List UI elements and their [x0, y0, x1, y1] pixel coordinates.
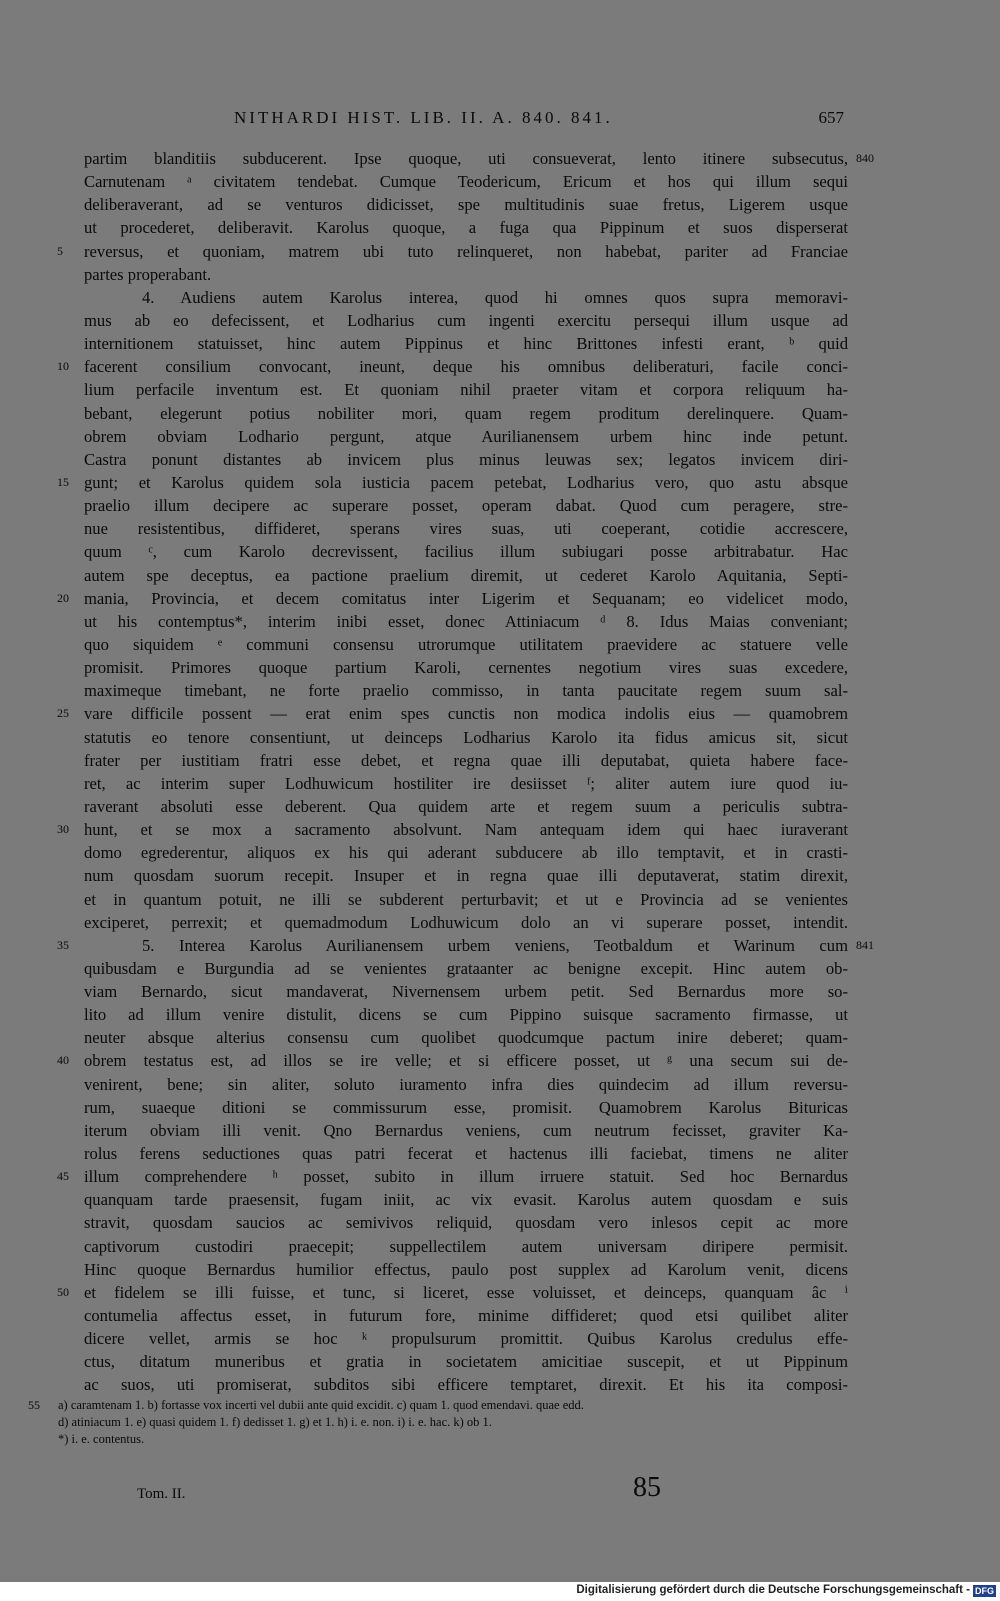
line-text: frater per iustitiam fratri esse debet, et regna quae illi deputabat, quieta habere face- — [84, 750, 848, 770]
line-text: et fidelem se illi fuisse, et tunc, si liceret, esse voluisset, et deinceps, quanquam âc ⁱ — [84, 1282, 848, 1302]
line-text: promisit. Primores quoque partium Karoli, cernentes negotium vires suas excedere, — [84, 658, 848, 678]
line-text: facerent consilium convocant, ineunt, deque his omnibus deliberaturi, facile conci- — [84, 357, 848, 377]
line-text: vare difficile possent — erat enim spes cunctis non modica indolis eius — quamobrem — [84, 704, 848, 724]
line-text: deliberaverant, ad se venturos didicisset, spe multitudinis suae fretus, Ligerem usque — [84, 195, 848, 215]
line-text: rolus ferens seductiones quas patri fecerat et hactenus illi faciebat, timens ne aliter — [84, 1144, 848, 1164]
text-line — [84, 147, 874, 170]
text-line — [84, 1188, 848, 1211]
line-number: 5 — [57, 243, 63, 258]
text-line — [84, 1119, 848, 1142]
line-text: exciperet, perrexit; et quemadmodum Lodhuwicum dolo an vi superare posset, intendit. — [84, 912, 848, 932]
running-title: NITHARDI HIST. LIB. II. A. 840. 841. — [234, 108, 613, 127]
volume-label: Tom. II. — [137, 1486, 186, 1502]
line-text: num quosdam suorum recepit. Insuper et in regna quae illi deputaverat, statim direxit, — [84, 866, 848, 886]
text-line — [57, 355, 848, 378]
text-line — [84, 864, 848, 887]
signature-number: 85 — [633, 1472, 661, 1503]
line-number: 40 — [57, 1053, 69, 1068]
text-line — [57, 818, 848, 841]
line-number: 45 — [57, 1169, 69, 1184]
line-number: 25 — [57, 706, 69, 721]
line-text: quo siquidem ᵉ communi consensu utrorumque utilitatem praevidere ac statuere velle — [84, 634, 848, 654]
text-line — [84, 1211, 848, 1234]
text-line — [84, 540, 848, 563]
text-line — [84, 402, 848, 425]
line-number: 10 — [57, 359, 69, 374]
line-text: dicere vellet, armis se hoc ᵏ propulsurum promittit. Quibus Karolus credulus effe- — [84, 1329, 848, 1349]
text-line — [84, 1096, 848, 1119]
text-line — [84, 1258, 848, 1281]
text-line — [84, 679, 848, 702]
line-number: 55 — [28, 1398, 40, 1412]
line-text: Hinc quoque Bernardus humilior effectus, paulo post supplex ad Karolum venit, dicens — [84, 1259, 848, 1279]
line-text: ut procederet, deliberavit. Karolus quoque, a fuga qua Pippinum et suos disperserat — [84, 218, 848, 238]
text-line — [84, 795, 848, 818]
line-text: quanquam tarde praesensit, fugam iniit, ac vix evasit. Karolus autem quosdam e suis — [84, 1190, 848, 1210]
line-text: statutis eo tenore consentiunt, ut deinceps Lodharius Karolo ita fidus amicus sit, sicut — [84, 727, 848, 747]
line-text: stravit, quosdam saucios ac semivivos reliquid, quosdam vero inlesos cepit ac more — [84, 1213, 848, 1233]
line-text: gunt; et Karolus quidem sola iusticia pacem petebat, Lodharius vero, quo astu absque — [84, 472, 848, 492]
line-text: quibusdam e Burgundia ad se venientes grataanter ac benigne excepit. Hinc autem ob- — [84, 958, 848, 978]
line-text: 5. Interea Karolus Aurilianensem urbem veniens, Teotbaldum et Warinum cum — [142, 935, 848, 955]
line-text: ac suos, uti promiserat, subditos sibi efficere temptaret, direxit. Et his ita composi- — [84, 1375, 848, 1395]
line-text: domo egrederentur, aliquos ex his qui aderant subducere ab illo temptavit, et in crasti- — [84, 843, 848, 863]
text-line — [84, 656, 848, 679]
footnote-text: *) i. e. contentus. — [58, 1432, 145, 1446]
footnote-line — [28, 1397, 848, 1413]
line-text: venirent, bene; sin aliter, soluto iuramento infra dies quindecim ad illum reversu- — [84, 1074, 848, 1094]
line-text: lito ad illum venire distulit, dicens se cum Pippino suisque sacramento firmasse, ut — [84, 1005, 848, 1025]
text-line — [57, 240, 848, 263]
line-number: 50 — [57, 1284, 69, 1299]
text-line — [57, 1049, 848, 1072]
text-line — [84, 1235, 848, 1258]
line-text: quum ᶜ, cum Karolo decrevissent, facilius illum subiugari posse arbitrabatur. Hac — [84, 542, 848, 562]
text-line — [57, 1165, 848, 1188]
text-line — [84, 888, 848, 911]
text-line — [84, 564, 848, 587]
text-line — [84, 263, 848, 286]
line-text: partim blanditiis subducerent. Ipse quoque, uti consueverat, lento itinere subsecutus, — [84, 149, 848, 168]
text-line — [84, 494, 848, 517]
line-text: obrem testatus est, ad illos se ire velle; et si efficere posset, ut ᵍ una secum sui de- — [84, 1051, 848, 1071]
text-line — [84, 633, 848, 656]
text-line — [84, 378, 848, 401]
funding-text: Digitalisierung gefördert durch die Deutsche Forschungsgemeinschaft - — [576, 1584, 970, 1596]
line-text: Castra ponunt distantes ab invicem plus minus leuwas sex; legatos invicem diri- — [84, 449, 848, 469]
main-text — [57, 147, 874, 1397]
line-text: lium perfacile inventum est. Et quoniam nihil praeter vitam et corpora reliquum ha- — [84, 380, 848, 400]
line-text: nue resistentibus, diffideret, sperans vires suas, uti coeperant, cotidie accrescere, — [84, 519, 848, 539]
margin-year: 840 — [856, 151, 874, 165]
text-line — [84, 216, 848, 239]
text-line — [84, 841, 848, 864]
text-line — [84, 1373, 848, 1396]
line-text: internitionem statuisset, hinc autem Pippinus et hinc Brittones infesti erant, ᵇ quid — [84, 334, 848, 354]
margin-year: 841 — [856, 937, 874, 952]
text-line — [84, 332, 848, 355]
text-line — [84, 957, 848, 980]
text-line — [84, 911, 848, 934]
text-line — [84, 980, 848, 1003]
line-text: ut his contemptus*, interim inibi esset, donec Attiniacum ᵈ 8. Idus Maias conveniant; — [84, 611, 848, 631]
line-text: obrem obviam Lodhario pergunt, atque Aurilianensem urbem hinc inde petunt. — [84, 426, 848, 446]
text-line — [84, 1327, 848, 1350]
footnote-line — [58, 1414, 848, 1430]
line-text: maximeque timebant, ne forte praelio commisso, in tanta paucitate regem suum sal- — [84, 681, 848, 701]
text-line — [84, 193, 848, 216]
line-number: 30 — [57, 822, 69, 837]
line-text: mania, Provincia, et decem comitatus inter Ligerim et Sequanam; eo videlicet modo, — [84, 588, 848, 608]
text-line — [57, 471, 848, 494]
line-text: mus ab eo defecissent, et Lodharius cum ingenti exercitu persequi illum usque ad — [84, 310, 848, 330]
text-line — [84, 772, 848, 795]
text-line — [84, 425, 848, 448]
line-text: bebant, elegerunt potius nobiliter mori, quam regem proditum derelinquere. Quam- — [84, 403, 848, 423]
text-line — [84, 1142, 848, 1165]
line-text: illum comprehendere ʰ posset, subito in illum irruere statuit. Sed hoc Bernardus — [84, 1167, 848, 1187]
text-line — [84, 170, 848, 193]
footnote-text: d) atiniacum 1. e) quasi quidem 1. f) dedisset 1. g) et 1. h) i. e. non. i) i. e. hac. k) ob 1. — [58, 1415, 492, 1429]
footnote-line — [58, 1431, 848, 1447]
text-line — [84, 309, 848, 332]
text-line — [84, 749, 848, 772]
line-text: Carnutenam ᵃ civitatem tendebat. Cumque Teodericum, Ericum et hos qui illum sequi — [84, 172, 848, 192]
text-line — [84, 1073, 848, 1096]
dfg-logo: DFG — [975, 1586, 994, 1596]
line-number: 20 — [57, 590, 69, 605]
text-line — [84, 1350, 848, 1373]
text-line — [84, 448, 848, 471]
line-text: captivorum custodiri praecepit; suppellectilem autem universam diripere permisit. — [84, 1236, 848, 1256]
page-number: 657 — [818, 108, 844, 127]
line-text: partes properabant. — [84, 264, 212, 284]
line-text: contumelia affectus esset, in futurum fore, minime diffideret; quod etsi quilibet aliter — [84, 1306, 848, 1326]
line-text: neuter absque alterius consensu cum quolibet quodcumque pactum inire deberet; quam- — [84, 1028, 848, 1048]
line-text: praelio illum decipere ac superare posset, operam dabat. Quod cum peragere, stre- — [84, 496, 848, 516]
funding-banner — [0, 1582, 1000, 1601]
text-line — [57, 1281, 848, 1304]
text-line — [84, 517, 848, 540]
text-line — [84, 286, 848, 309]
text-line — [57, 934, 874, 957]
line-number: 15 — [57, 474, 69, 489]
line-text: 4. Audiens autem Karolus interea, quod hi omnes quos supra memoravi- — [142, 287, 848, 307]
line-text: ctus, ditatum muneribus et gratia in societatem amicitiae suscepit, et ut Pippinum — [84, 1352, 848, 1372]
footnote-text: a) caramtenam 1. b) fortasse vox incerti vel dubii ante quid excidit. c) quam 1. quod emendavi. quae edd. — [58, 1398, 584, 1412]
text-line — [84, 726, 848, 749]
line-text: viam Bernardo, sicut mandaverat, Nivernensem urbem petit. Sed Bernardus more so- — [84, 982, 848, 1002]
text-line — [84, 610, 848, 633]
running-header — [84, 108, 844, 134]
line-text: reversus, et quoniam, matrem ubi tuto relinqueret, non habebat, pariter ad Franciae — [84, 241, 848, 261]
text-line — [57, 587, 848, 610]
line-text: et in quantum potuit, ne illi se subderent perturbavit; et ut e Provincia ad se venientes — [84, 889, 848, 909]
text-line — [84, 1003, 848, 1026]
line-text: autem spe deceptus, ea pactione praelium diremit, ut cederet Karolo Aquitania, Septi- — [84, 565, 848, 585]
line-text: iterum obviam illi venit. Qno Bernardus veniens, cum neutrum fecisset, graviter Ka- — [84, 1120, 848, 1140]
line-text: hunt, et se mox a sacramento absolvunt. Nam antequam idem qui haec iuraverant — [84, 820, 848, 840]
text-line — [84, 1026, 848, 1049]
line-number: 35 — [57, 937, 69, 952]
line-text: raverant absoluti esse deberent. Qua quidem arte et regem suum a periculis subtra- — [84, 796, 848, 816]
text-line — [57, 702, 848, 725]
text-line — [84, 1304, 848, 1327]
line-text: ret, ac interim super Lodhuwicum hostiliter ire desiisset ᶠ; aliter autem iure quod iu- — [84, 773, 848, 793]
line-text: rum, suaeque ditioni se commissurum esse, promisit. Quamobrem Karolus Bituricas — [84, 1097, 848, 1117]
